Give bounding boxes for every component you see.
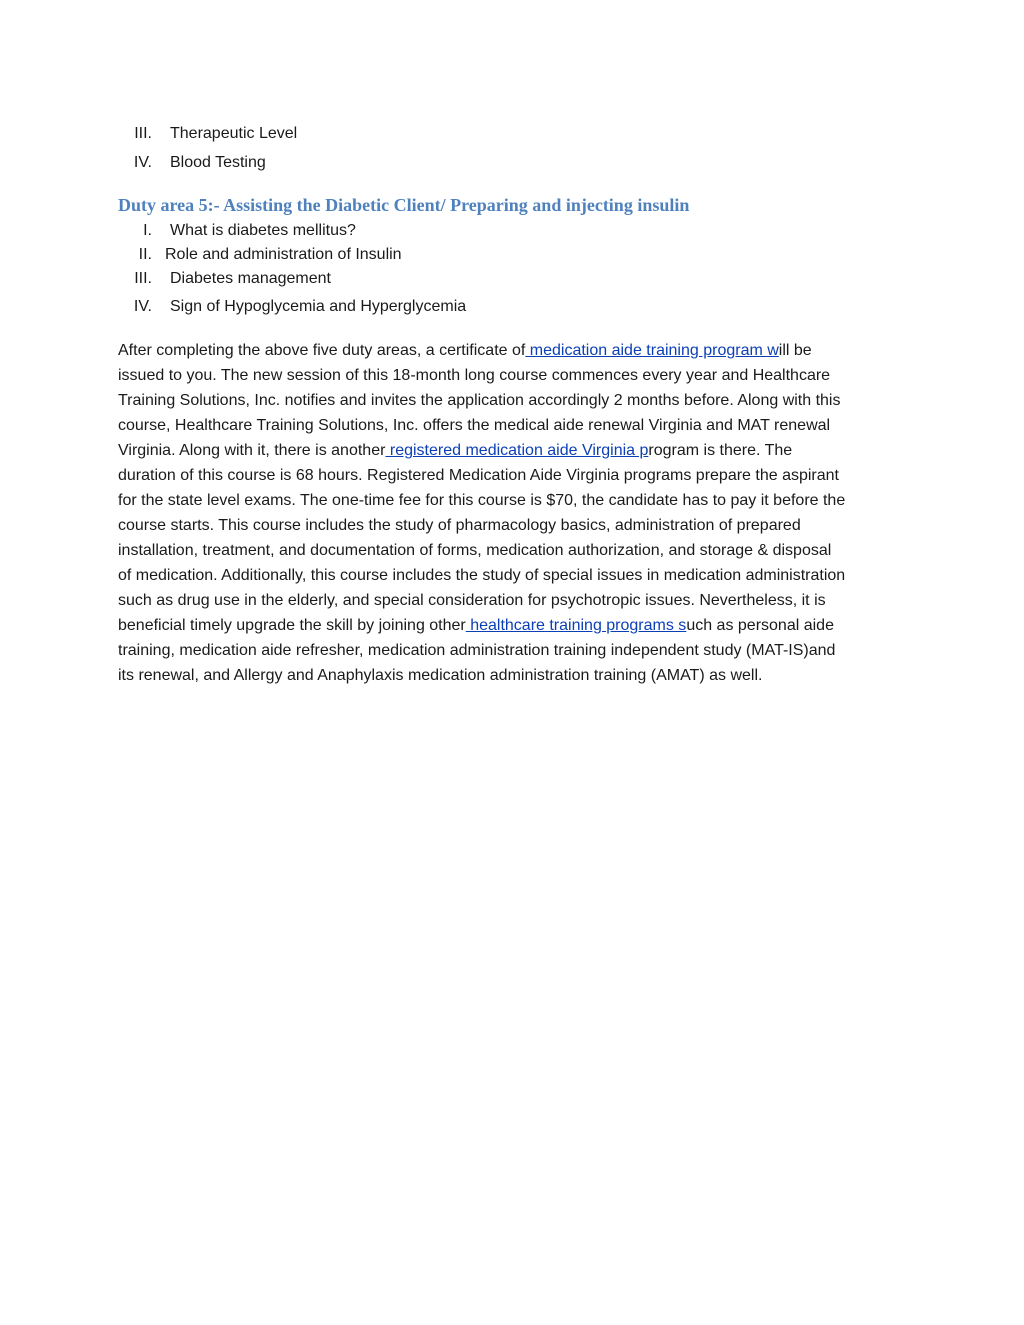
healthcare-training-programs-link[interactable]: healthcare training programs s [465,617,687,634]
paragraph-text: beneficial timely upgrade the skill by joining other [118,617,466,634]
list-text: Diabetes management [170,270,331,287]
list-text: Sign of Hypoglycemia and Hyperglycemia [170,298,467,315]
paragraph-line: Training Solutions, Inc. notifies and invites the application accordingly 2 months before. Along with this [118,392,841,409]
list-number: IV. [133,298,152,315]
list-number: III. [134,125,152,142]
paragraph-text: rogram is there. The [648,442,793,459]
paragraph-line: duration of this course is 68 hours. Registered Medication Aide Virginia programs prepare the aspirant [118,467,839,484]
paragraph-text: Virginia. Along with it, there is another [118,442,386,459]
paragraph-line: such as drug use in the elderly, and special consideration for psychotropic issues. Nevertheless, it is [118,592,826,609]
paragraph-line: installation, treatment, and documentation of forms, medication authorization, and storage & disposal [118,542,832,559]
paragraph-line [118,613,908,638]
paragraph-line: of medication. Additionally, this course includes the study of special issues in medication administration [118,567,846,584]
paragraph-line: course starts. This course includes the study of pharmacology basics, administration of prepared [118,517,801,534]
paragraph-line [118,438,908,463]
medication-aide-training-link[interactable]: medication aide training program w [525,342,779,359]
paragraph-text: After completing the above five duty areas, a certificate of [118,342,526,359]
paragraph-text: uch as personal aide [686,617,834,634]
list-text: What is diabetes mellitus? [170,222,356,239]
registered-medication-aide-link[interactable]: registered medication aide Virginia p [385,442,649,459]
paragraph-text: ill be [778,342,812,359]
list-number: I. [143,222,152,239]
section-heading: Duty area 5:- Assisting the Diabetic Client/ Preparing and injecting insulin [118,195,690,215]
body-paragraph [118,338,908,688]
list-number: III. [134,270,152,287]
paragraph-line [118,338,908,363]
list-text: Role and administration of Insulin [165,246,402,263]
paragraph-line: for the state level exams. The one-time fee for this course is $70, the candidate has to pay it before the [118,492,846,509]
paragraph-line: course, Healthcare Training Solutions, Inc. offers the medical aide renewal Virginia and MAT renewal [118,417,831,434]
paragraph-line: its renewal, and Allergy and Anaphylaxis medication administration training (AMAT) as well. [118,667,763,684]
paragraph-line: training, medication aide refresher, medication administration training independent study (MAT-IS)and [118,642,836,659]
list-text: Therapeutic Level [170,125,298,142]
list-text: Blood Testing [170,154,266,171]
paragraph-line: issued to you. The new session of this 18-month long course commences every year and Healthcare [118,367,831,384]
list-number: IV. [133,154,152,171]
list-number: II. [138,246,152,263]
